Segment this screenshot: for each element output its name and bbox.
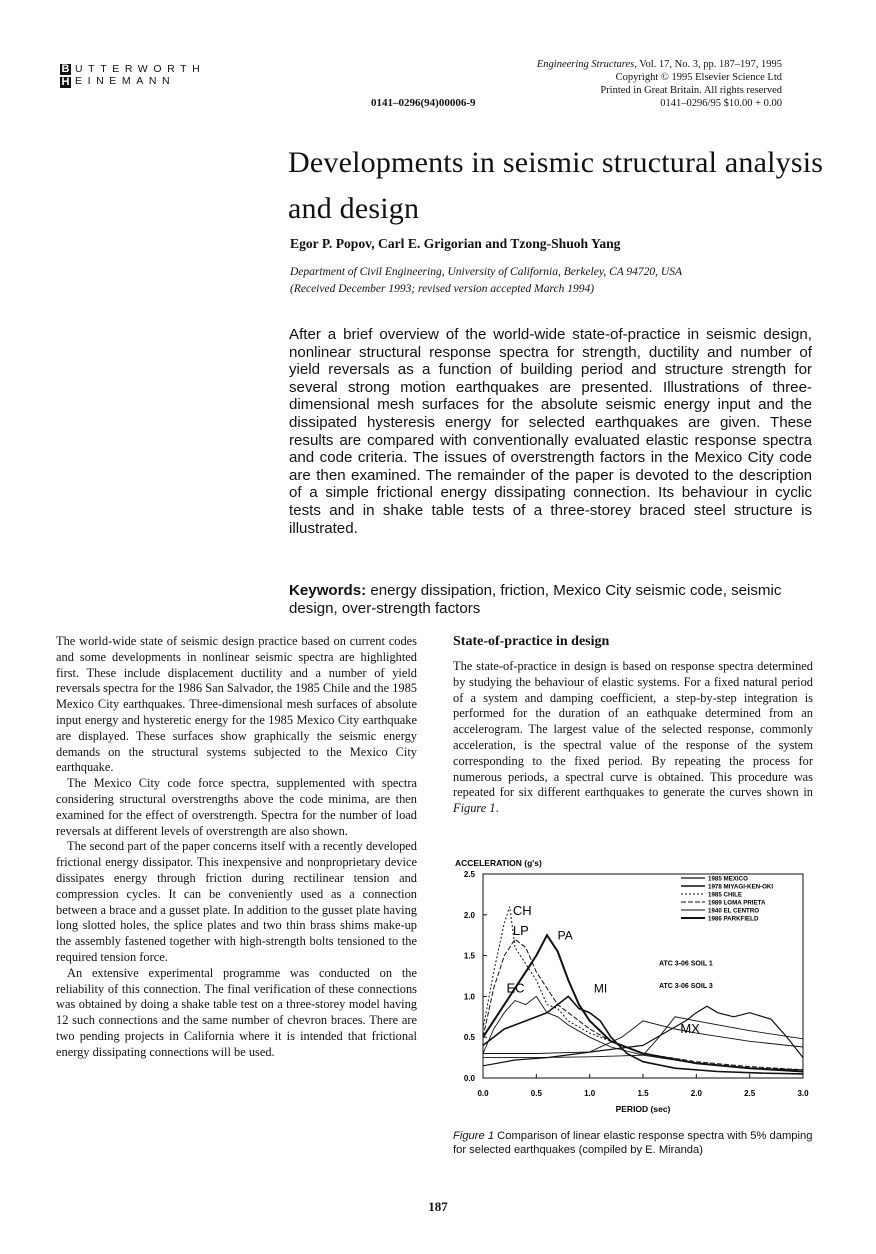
affiliation: Department of Civil Engineering, University of California, Berkeley, CA 94720, USA bbox=[290, 266, 683, 278]
y-tick-label: 1.5 bbox=[463, 951, 475, 961]
curve-annotation: ATC 3-06 SOIL 3 bbox=[659, 983, 713, 991]
y-tick-label: 0.5 bbox=[463, 1033, 475, 1043]
series-line-pa bbox=[483, 935, 803, 1071]
y-tick-label: 2.0 bbox=[463, 910, 475, 920]
paragraph-text: The state-of-practice in design is based on response spectra determined by studying the behaviour of elastic systems. For a fixed natural period of a system and damping coefficient, a step-by-step integration is performed for the duration of an eathquake determined from an accelerogram. The largest value of the selected response, commonly acceleration, is the spectral value of the response of the system corresponding to the fixed period. By repeating the process for numerous periods, a spectral curve is obtained. This procedure was repeated for six different earthquakes to generate the curves shown in bbox=[453, 659, 813, 800]
page-number: 187 bbox=[428, 1199, 448, 1214]
paragraph: The world-wide state of seismic design practice based on current codes and some developments in nonlinear seismic spectra are highlighted first. These include displacement ductility and a number of yield reversals spectra for the 1986 San Salvador, the 1985 Chile and the 1985 Mexico City earthquakes. Three-dimensional mesh surfaces of absolute input energy and hysteretic energy for the 1985 Mexico City earthquake are displayed. These surfaces show graphically the seismic energy demands on the structural systems subjected to the Mexico City earthquake. bbox=[56, 634, 417, 775]
received-dates: (Received December 1993; revised version accepted March 1994) bbox=[290, 283, 595, 295]
x-axis-label: PERIOD (sec) bbox=[615, 1104, 671, 1114]
figure-1 bbox=[453, 854, 813, 1124]
legend-entry: 1978 MIYAGI-KEN-OKI bbox=[708, 883, 774, 891]
caption-label: Figure 1 bbox=[453, 1130, 495, 1142]
series-line-atc-3-06-soil-1 bbox=[483, 1021, 803, 1054]
figure-caption bbox=[453, 1129, 815, 1157]
section-heading: State-of-practice in design bbox=[453, 634, 610, 649]
series-line-lp bbox=[483, 939, 803, 1070]
caption-text: Comparison of linear elastic response spectra with 5% damping for selected earthquakes (compiled by E. Miranda) bbox=[453, 1130, 813, 1156]
x-tick-label: 0.0 bbox=[477, 1089, 489, 1098]
legend-entry: 1986 PARKFIELD bbox=[708, 915, 759, 923]
logo-letter-h: H bbox=[61, 76, 70, 88]
figure-ref: Figure 1 bbox=[453, 801, 496, 816]
x-tick-label: 2.5 bbox=[744, 1089, 756, 1098]
y-axis-label: ACCELERATION (g's) bbox=[455, 858, 542, 868]
legend-entry: 1940 EL CENTRO bbox=[708, 907, 760, 915]
curve-annotation: EC bbox=[506, 980, 525, 996]
journal-name: Engineering Structures bbox=[536, 59, 635, 70]
series-group bbox=[483, 907, 803, 1074]
x-tick-label: 1.5 bbox=[637, 1089, 649, 1098]
x-tick-label: 3.0 bbox=[797, 1089, 809, 1098]
printed-in: Printed in Great Britain. All rights reserved bbox=[600, 85, 782, 96]
x-tick-label: 0.5 bbox=[530, 1089, 542, 1098]
y-tick-label: 1.0 bbox=[463, 992, 475, 1002]
affiliation-block bbox=[290, 264, 850, 298]
curve-annotation: PA bbox=[557, 928, 573, 943]
legend bbox=[681, 876, 773, 923]
keywords-text: energy dissipation, friction, Mexico City seismic code, seismic design, over-strength factors bbox=[289, 582, 782, 617]
doi: 0141–0296(94)00006-9 bbox=[371, 97, 476, 109]
paragraph bbox=[453, 659, 813, 817]
x-tick-label: 2.0 bbox=[690, 1089, 702, 1098]
series-line-ch bbox=[483, 907, 803, 1072]
curve-annotation: LP bbox=[512, 923, 529, 939]
journal-info bbox=[462, 58, 782, 110]
x-tick-label: 1.0 bbox=[584, 1089, 596, 1098]
paragraph: The Mexico City code force spectra, supplemented with spectra considering structural overstrengths above the code minima, are then examined for the effect of overstrength. Spectra for the number of load reversals at different levels of overstrength are also shown. bbox=[56, 776, 417, 838]
legend-entry: 1989 LOMA PRIETA bbox=[708, 899, 766, 907]
curve-annotation: MX bbox=[680, 1021, 700, 1037]
right-column bbox=[453, 659, 813, 817]
keywords-label: Keywords: bbox=[289, 582, 367, 599]
curve-annotation: CH bbox=[512, 902, 532, 918]
journal-citation bbox=[462, 58, 782, 71]
journal-volume: , Vol. 17, No. 3, pp. 187–197, 1995 bbox=[634, 59, 782, 70]
abstract: After a brief overview of the world-wide state-of-practice in seismic design, nonlinear structural response spectra for strength, ductility and number of yield reversals as a function of building period and structure strength for several strong motion earthquakes are presented. Illustrations of three-dimensional mesh surfaces for the absolute seismic energy input and the dissipated hysteresis energy for selected earthquakes are given. These results are compared with conventionally evaluated elastic response spectra and code criteria. The issues of overstrength factors in the Mexico City code are then examined. The remainder of the paper is devoted to the description of a simple frictional energy dissipating connection. Its behaviour in cyclic tests and in shake table tests of a three-storey braced steel structure is illustrated. bbox=[289, 326, 812, 537]
paragraph: The second part of the paper concerns itself with a recently developed frictional energy dissipator. This inexpensive and nonproprietary device dissipates energy through friction during rectilinear tension and compression cycles. It can be conveniently used as a connection between a brace and a gusset plate. In addition to the gusset plate having long slotted holes, the splice plates and two thin brass shims make-up the assembly fastened together with high-strength bolts tensioned to the required tension force. bbox=[56, 839, 417, 964]
legend-entry: 1985 MEXICO bbox=[708, 875, 748, 883]
logo-line-2: EINEMANN bbox=[75, 75, 176, 87]
logo-line-1: UTTERWORTH bbox=[75, 63, 206, 75]
series-line-mi bbox=[483, 996, 803, 1074]
series-line-mx bbox=[483, 1006, 803, 1066]
paragraph: An extensive experimental programme was conducted on the reliability of this connection. The final verification of these connections was obtained by doing a shake table test on a three-storey model having 12 such connections and the same number of chevron braces. There are two pending projects in California where it is intended that frictional energy dissipating connections will be used. bbox=[56, 965, 417, 1059]
logo-letter-b: B bbox=[61, 63, 70, 75]
paragraph-end: . bbox=[495, 801, 499, 816]
copyright: Copyright © 1995 Elsevier Science Ltd bbox=[615, 72, 782, 83]
response-spectra-chart bbox=[453, 854, 813, 1124]
curve-annotation: ATC 3-06 SOIL 1 bbox=[659, 960, 713, 968]
price-code: 0141–0296/95 $10.00 + 0.00 bbox=[660, 98, 782, 109]
series-line-atc-3-06-soil-3 bbox=[483, 1017, 803, 1058]
paper-title: Developments in seismic structural analysis and design bbox=[288, 146, 824, 225]
publisher-logo bbox=[60, 64, 220, 92]
authors: Egor P. Popov, Carl E. Grigorian and Tzong-Shuoh Yang bbox=[290, 236, 621, 251]
y-tick-label: 2.5 bbox=[463, 870, 475, 879]
left-column bbox=[56, 634, 417, 1061]
y-tick-label: 0.0 bbox=[463, 1074, 475, 1083]
y-ticks bbox=[464, 870, 487, 1083]
legend-entry: 1985 CHILE bbox=[708, 891, 743, 899]
curve-annotation: MI bbox=[593, 981, 608, 996]
keywords bbox=[289, 582, 829, 617]
